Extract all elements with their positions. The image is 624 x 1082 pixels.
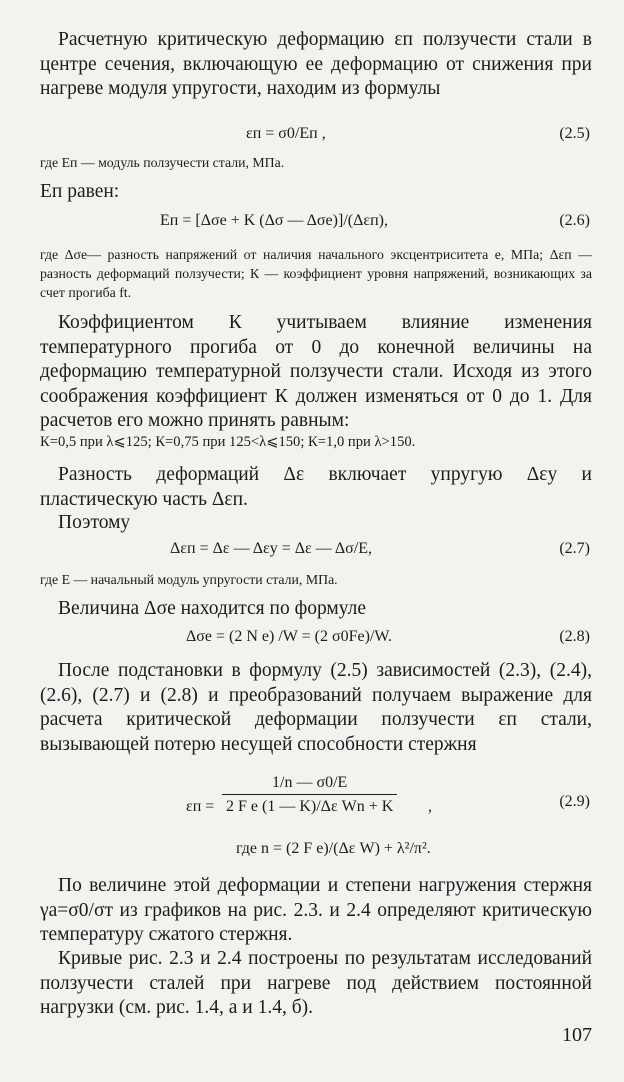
formula-2-7: Δεп = Δε — Δεу = Δε — Δσ/E, bbox=[170, 540, 373, 557]
formula-2-9-denominator: 2 F e (1 — K)/Δε Wn + K bbox=[222, 794, 397, 816]
formula-2-5: εп = σ0/Eп , bbox=[246, 125, 326, 142]
formula-2-9-fraction bbox=[222, 774, 397, 816]
equation-number-2-5: (2.5) bbox=[559, 125, 590, 142]
formula-2-8: Δσe = (2 N e) /W = (2 σ0Fe)/W. bbox=[186, 628, 392, 645]
formula-2-6: Eп = [Δσe + K (Δσ — Δσe)]/(Δεп), bbox=[160, 212, 388, 229]
formula-2-9-where: где n = (2 F e)/(Δε W) + λ²/π². bbox=[236, 840, 431, 857]
paragraph-delta-sigma: Величина Δσe находится по формуле bbox=[58, 598, 367, 619]
paragraph-therefore: Поэтому bbox=[58, 512, 131, 533]
formula-2-9-lhs: εп = bbox=[186, 798, 215, 815]
paragraph-coefficient-k: Коэффициентом К учитываем влияние изменения температурного прогиба от 0 до конечной величины на деформацию температурной ползучести стали. Исходя из этого соображения коэффициент К должен изменяться от 0 до 1. Для расчетов его можно принять равным: bbox=[40, 312, 592, 431]
equation-number-2-9: (2.9) bbox=[559, 793, 590, 810]
paragraph-curves: Кривые рис. 2.3 и 2.4 построены по результатам исследований ползучести сталей при нагреве под действием постоянной нагрузки (см. рис. 1.4, а и 1.4, б). bbox=[40, 948, 592, 1018]
paragraph-critical-temperature: По величине этой деформации и степени нагружения стержня γа=σ0/σт из графиков на рис. 2.3. и 2.4 определяют критическую температуру сжатого стержня. bbox=[40, 875, 592, 945]
formula-2-9-comma: , bbox=[428, 798, 432, 815]
equation-number-2-6: (2.6) bbox=[559, 212, 590, 229]
equation-number-2-8: (2.8) bbox=[559, 628, 590, 645]
paragraph-intro: Расчетную критическую деформацию εп ползучести стали в центре сечения, включающую ее деформацию от снижения при нагреве модуля упругости, находим из формулы bbox=[40, 29, 592, 99]
paragraph-strain-difference: Разность деформаций Δε включает упругую Δεу и пластическую часть Δεп. bbox=[40, 464, 592, 510]
paragraph-en-equals: Eп равен: bbox=[40, 181, 120, 202]
where-clause-2-5: где Eп — модуль ползучести стали, МПа. bbox=[40, 155, 285, 170]
equation-number-2-7: (2.7) bbox=[559, 540, 590, 557]
where-clause-2-6: где Δσe— разность напряжений от наличия начального эксцентриситета e, МПа; Δεп — разность деформаций ползучести; К — коэффициент уровня напряжений, возникающих за счет прогиба ft. bbox=[40, 247, 592, 300]
k-values-line: К=0,5 при λ⩽125; К=0,75 при 125<λ⩽150; К=1,0 при λ>150. bbox=[40, 434, 416, 450]
page-number: 107 bbox=[562, 1024, 592, 1046]
formula-2-9-numerator: 1/n — σ0/E bbox=[272, 774, 348, 791]
paragraph-substitution: После подстановки в формулу (2.5) зависимостей (2.3), (2.4), (2.6), (2.7) и (2.8) и преобразований получаем выражение для расчета критической деформации ползучести εп стали, вызывающей потерю несущей способности стержня bbox=[40, 660, 592, 755]
where-clause-2-7: где E — начальный модуль упругости стали, МПа. bbox=[40, 572, 338, 587]
